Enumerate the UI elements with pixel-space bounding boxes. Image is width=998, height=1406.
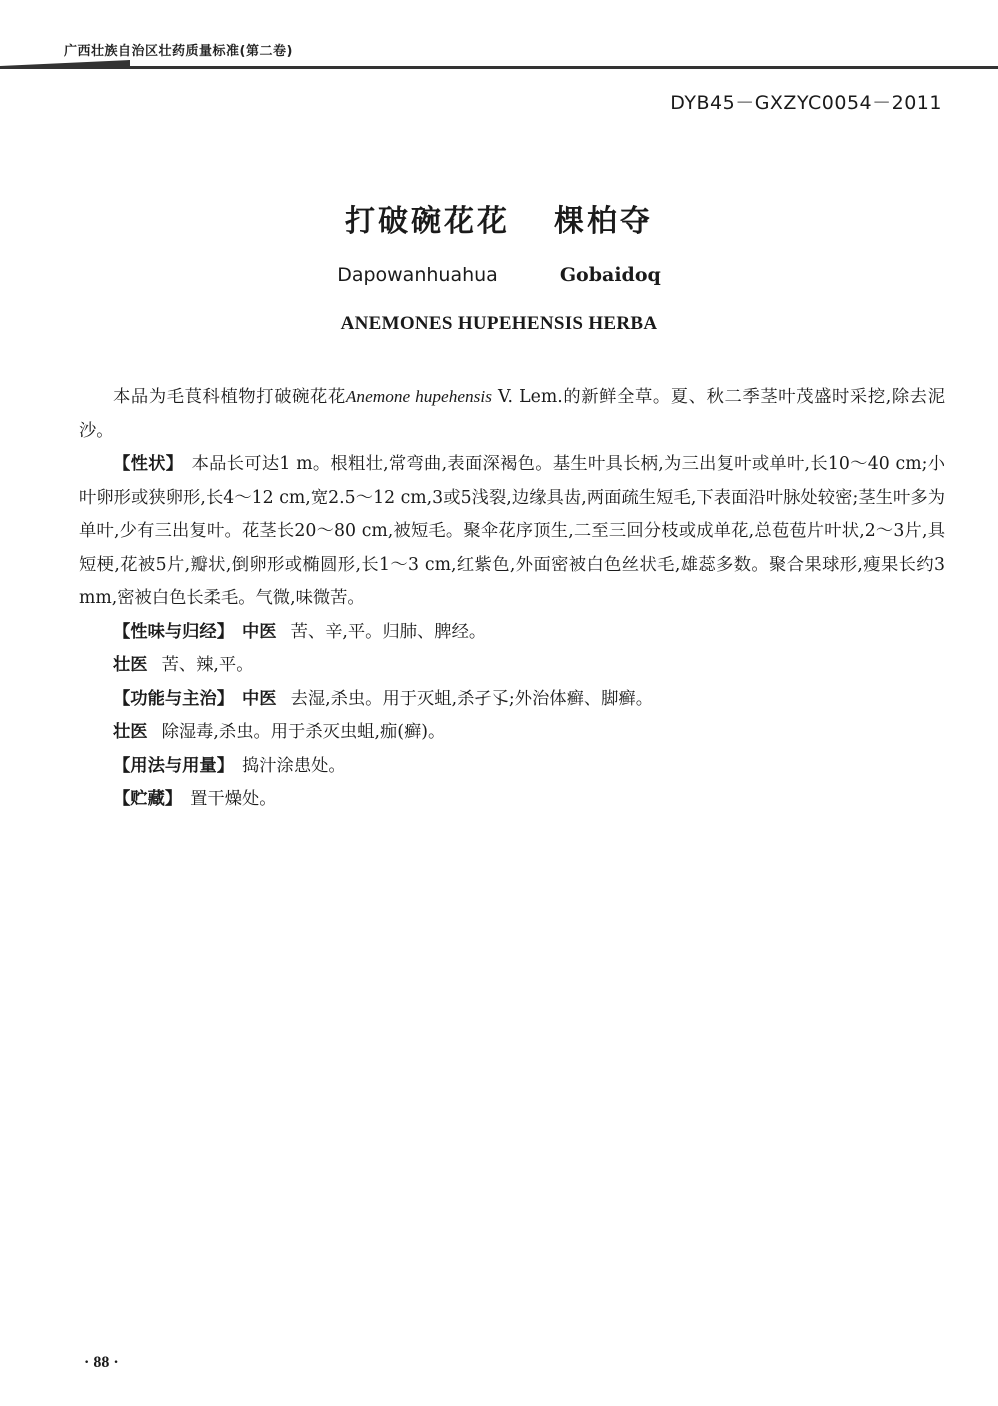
description-section [79, 448, 945, 616]
property-tcm-text: 苦、辛,平。归肺、脾经。 [290, 621, 487, 642]
usage-label: 【用法与用量】 [113, 755, 234, 776]
monograph-body [79, 380, 945, 817]
description-text: 本品长可达1 m。根粗壮,常弯曲,表面深褐色。基生叶具长柄,为三出复叶或单叶,长10～40 cm;小叶卵形或狭卵形,长4～12 cm,宽2.5～12 cm,3或5浅裂,边缘具齿,两面疏生短毛,下表面沿叶脉处较密;茎生叶多为单叶,少有三出复叶。花茎长20～80 cm,被短毛。聚伞花序顶生,二至三回分枝或成单花,总苞苞片叶状,2～3片,具短梗,花被5片,瓣状,倒卵形或椭圆形,长1～3 cm,红紫色,外面密被白色丝状毛,雄蕊多数。聚合果球形,瘦果长约3 mm,密被白色长柔毛。气微,味微苦。 [79, 454, 945, 608]
species-name: Anemone hupehensis [345, 387, 492, 406]
page-number: · 88 · [84, 1354, 119, 1371]
title-zhuang-name-cn: 棵柏夺 [554, 204, 653, 239]
function-zhuang-label: 壮医 [113, 722, 148, 742]
header-rule [0, 66, 998, 69]
function-label: 【功能与主治】 [113, 688, 234, 709]
function-section [79, 683, 945, 717]
function-tcm-text: 去湿,杀虫。用于灭蛆,杀孑孓;外治体癣、脚癣。 [290, 688, 653, 709]
running-head: 广西壮族自治区壮药质量标准(第二卷) [64, 44, 293, 59]
description-label: 【性状】 [113, 454, 184, 474]
pinyin-name: Dapowanhuahua [337, 264, 498, 286]
usage-text: 捣汁涂患处。 [241, 755, 346, 776]
latin-drug-name: ANEMONES HUPEHENSIS HERBA [340, 313, 658, 334]
standard-code: DYB45－GXZYC0054－2011 [670, 92, 942, 114]
property-zhuang-line [79, 649, 945, 683]
property-zhuang-label: 壮医 [113, 655, 148, 675]
property-section [79, 616, 945, 650]
title-chinese-name: 打破碗花花 [345, 204, 510, 239]
function-zhuang-line [79, 716, 945, 750]
intro-paragraph [79, 380, 945, 448]
page-title [0, 196, 998, 240]
intro-text-before: 本品为毛茛科植物打破碗花花 [113, 387, 346, 407]
property-label: 【性味与归经】 [113, 621, 234, 642]
property-zhuang-text: 苦、辣,平。 [161, 655, 254, 675]
usage-section [79, 750, 945, 784]
function-zhuang-text: 除湿毒,杀虫。用于杀灭虫蛆,痂(癣)。 [161, 722, 446, 742]
intro-text-after: V. Lem.的新鲜全草。夏、秋二季茎叶茂盛时采挖,除去泥沙。 [79, 387, 945, 441]
property-tcm-label: 中医 [241, 621, 277, 642]
name-transliteration-line [0, 264, 998, 286]
function-tcm-label: 中医 [241, 688, 277, 709]
storage-label: 【贮藏】 [113, 789, 183, 809]
storage-section [79, 783, 945, 817]
zhuang-name: Gobaidoq [559, 264, 661, 286]
storage-text: 置干燥处。 [190, 789, 277, 809]
